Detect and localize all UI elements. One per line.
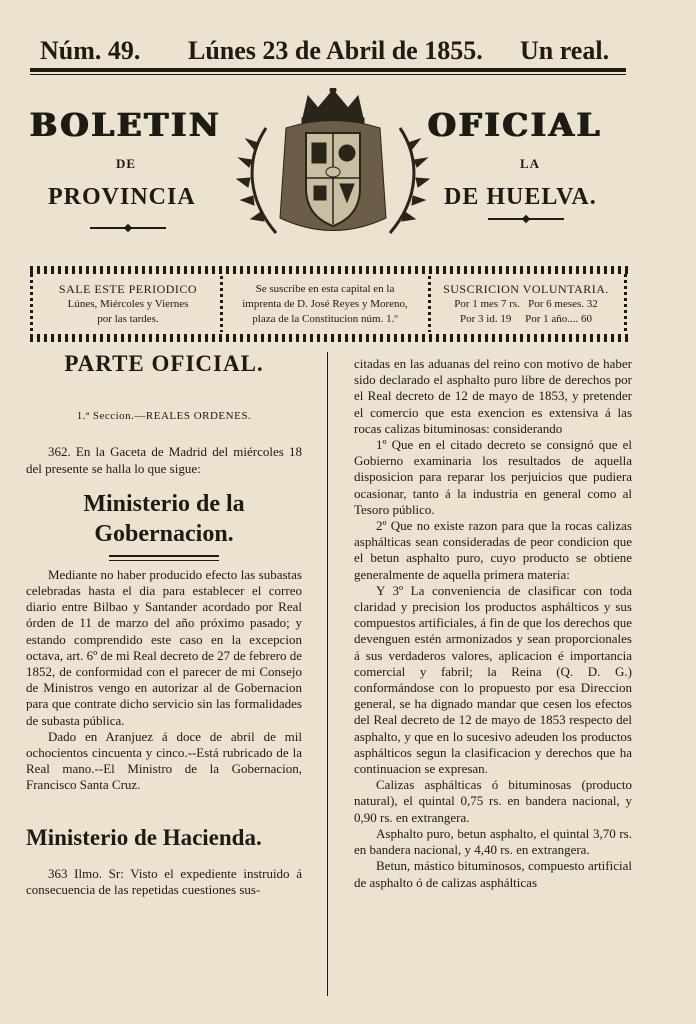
title-ornament-left bbox=[90, 227, 166, 229]
issue-price: Un real. bbox=[520, 36, 610, 65]
info-border-left bbox=[30, 274, 33, 334]
right-paragraph-4: Y 3º La conveniencia de clasificar con toda claridad y precision los productos asphálticos y sus compuestos artificiales, á fin de que los derechos que devenguen estén armonizados y sean proporcionales á sus verdaderos valores, aplicacion é importancia comercial y fabril; la Reina (Q. D. G.) conformándose con lo propuesto por esa Direccion general, se ha dignado mandar que cesen los efectos del Real decreto de 12 de mayo de 1853 respecto del asphalto, y que en lo sucesivo adeuden los productos asphálticos segun la clasificacion y derechos que ha continuacion se expresan. bbox=[354, 582, 632, 777]
ministerio-gobernacion-heading: Ministerio de la Gobernacion. bbox=[83, 490, 245, 547]
issue-date: Lúnes 23 de Abril de 1855. bbox=[188, 36, 483, 65]
right-paragraph-3: 2º Que no existe razon para que la rocas calizas asphálticas sean consideradas de peor condicion que el betun asphalto puro, cuyo producto se obtiene generalmente de aquella primera materia: bbox=[354, 518, 632, 582]
subscription-info-box bbox=[30, 266, 628, 342]
parte-oficial-heading: PARTE OFICIAL. bbox=[64, 351, 264, 376]
title-provincia: PROVINCIA bbox=[48, 184, 196, 210]
masthead-rule-thin bbox=[30, 74, 626, 75]
info-subscription-place: Se suscribe en esta capital en la imprenta de D. José Reyes y Moreno, plaza de la Constitucion núm. 1.º bbox=[242, 283, 408, 325]
title-ornament-right bbox=[488, 218, 564, 220]
info-border-right bbox=[624, 274, 627, 334]
decree-signature: Dado en Aranjuez á doce de abril de mil ochocientos cincuenta y cinco.--Está rubricado de la Real mano.--El Ministro de la Gobernacion, Francisco Santa Cruz. bbox=[26, 728, 302, 793]
section-heading: 1.ª Seccion.—REALES ORDENES. bbox=[76, 410, 252, 423]
info-publication: SALE ESTE PERIODICO Lúnes, Miércoles y Viernes por las tardes. bbox=[58, 282, 198, 325]
column-divider bbox=[327, 352, 328, 996]
title-boletin: BOLETIN bbox=[30, 106, 222, 144]
article-363: 363 Ilmo. Sr: Visto el expediente instruido á consecuencia de las repetidas cuestiones sus- bbox=[26, 865, 302, 898]
right-paragraph-6: Asphalto puro, betun asphalto, el quintal 3,70 rs. en bandera nacional, y 4,40 rs. en extrangera. bbox=[354, 825, 632, 858]
title-la: LA bbox=[520, 156, 541, 171]
right-column bbox=[354, 356, 632, 891]
royal-coat-of-arms-icon bbox=[236, 88, 430, 248]
title-de-huelva: DE HUELVA. bbox=[444, 184, 597, 210]
decree-paragraph: Mediante no haber producido efecto las subastas celebradas hasta el dia para establecer el correo diario entre Bilbao y Santander acordado por Real órden de 11 de marzo del año próximo pasado; y estando comprendido este caso en la excepcion octava, art. 6º de mi Real decreto de 27 de febrero de 1852, de conformidad con el parecer de mi Consejo de Ministros vengo en autorizar al de Gobernacion para que contrate dicho servicio sin las formalidades de subasta pública. bbox=[26, 566, 302, 728]
masthead bbox=[30, 36, 630, 68]
info-divider-2 bbox=[428, 276, 431, 332]
left-column bbox=[26, 351, 302, 898]
right-paragraph-1: citadas en las aduanas del reino con motivo de haber sido declarado el asphalto puro libre de derechos por el Real decreto de 12 de mayo de 1853, y pretender el comercio que esta exencion es extensiva á las rocas calizas bituminosas: considerando bbox=[354, 356, 632, 436]
issue-number: Núm. 49. bbox=[40, 36, 141, 65]
right-paragraph-2: 1º Que en el citado decreto se consignó que el Gobierno examinaria los resultados de aquella disposicion para reparar los perjuicios que pudiera ocasionar, tanto á la industria en general como al Tesoro público. bbox=[354, 437, 632, 517]
info-subscription-prices: SUSCRICION VOLUNTARIA. Por 1 mes 7 rs. Por 6 meses. 32 Por 3 id. 19 Por 1 año.... 60 bbox=[443, 282, 609, 325]
masthead-rule bbox=[30, 68, 626, 72]
right-paragraph-5: Calizas asphálticas ó bituminosas (producto natural), el quintal 0,75 rs. en bandera nacional, y 0,90 rs. en extrangera. bbox=[354, 777, 632, 825]
info-border-top bbox=[30, 266, 628, 274]
ministerio-hacienda-heading: Ministerio de Hacienda. bbox=[26, 824, 262, 850]
info-border-bottom bbox=[30, 334, 628, 342]
right-paragraph-7: Betun, mástico bituminosos, compuesto artificial de asphalto ó de calizas asphálticas bbox=[354, 858, 632, 890]
heading-rule bbox=[109, 555, 219, 561]
title-oficial: OFICIAL bbox=[428, 106, 603, 144]
title-de: DE bbox=[116, 156, 137, 171]
article-362: 362. En la Gaceta de Madrid del miércoles 18 del presente se halla lo que sigue: bbox=[26, 444, 302, 476]
info-divider-1 bbox=[220, 276, 223, 332]
